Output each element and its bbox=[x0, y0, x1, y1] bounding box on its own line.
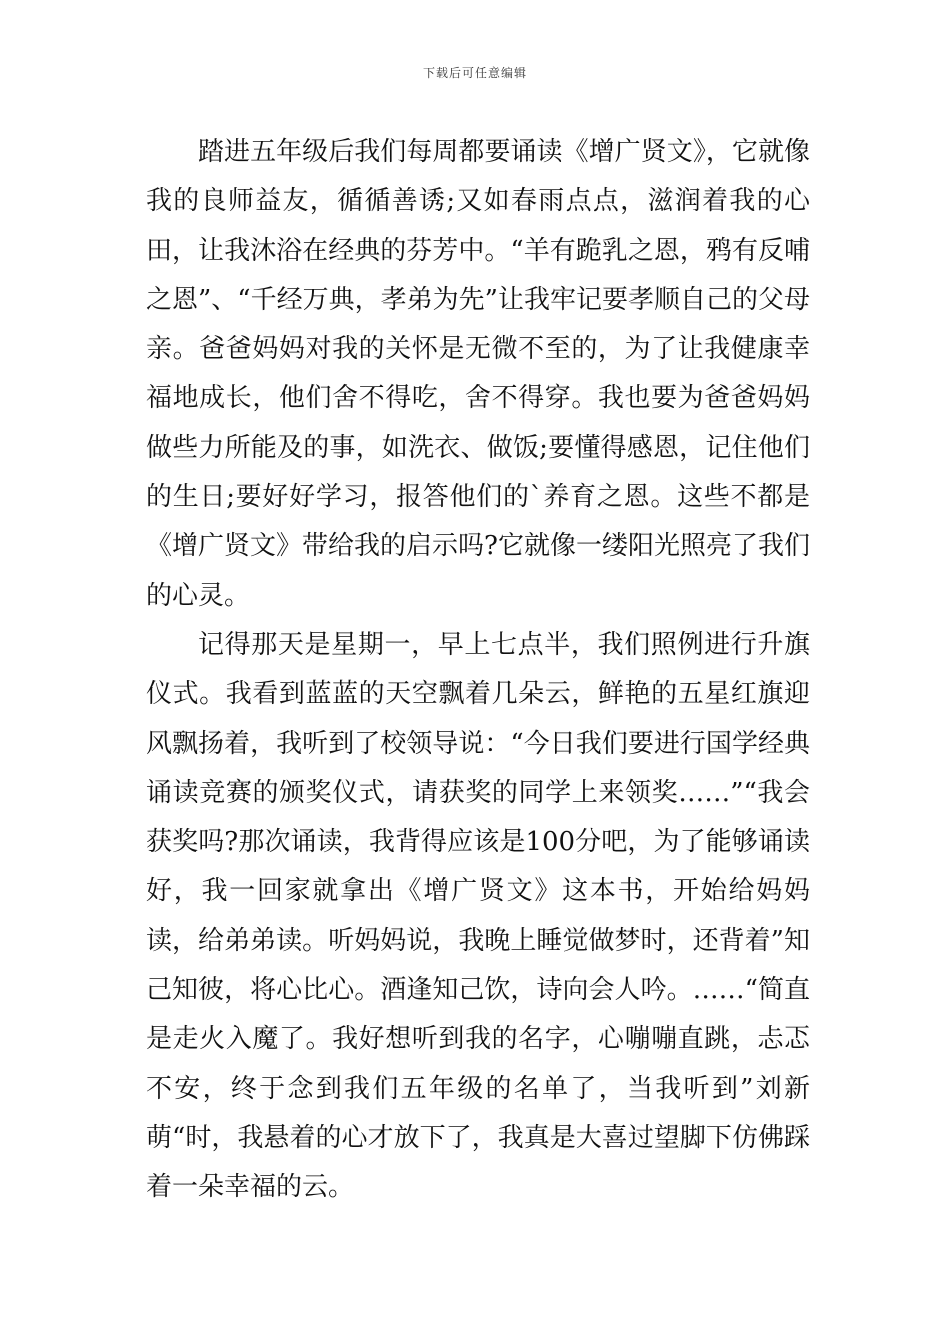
header-note: 下载后可任意编辑 bbox=[422, 66, 527, 80]
paragraph-2: 记得那天是星期一，早上七点半，我们照例进行升旗仪式。我看到蓝蓝的天空飘着几朵云，鲜艳的五星红旗迎风飘扬着，我听到了校领导说：“今日我们要进行国学经典诵读竞赛的颁奖仪式，请获奖的同学上来领奖……”“我会获奖吗?那次诵读，我背得应该是100分吧，为了能够诵读好，我一回家就拿出《增广贤文》这本书，开始给妈妈读，给弟弟读。听妈妈说，我晚上睡觉做梦时，还背着”知己知彼，将心比心。酒逢知己饮，诗向会人吟。……“简直是走火入魔了。我好想听到我的名字，心嘣嘣直跳，忐忑不安，终于念到我们五年级的名单了，当我听到”刘新萌“时，我悬着的心才放下了，我真是大喜过望脚下仿佛踩着一朵幸福的云。 bbox=[146, 629, 810, 1203]
document-body bbox=[146, 128, 810, 1213]
paragraph-1: 踏进五年级后我们每周都要诵读《增广贤文》，它就像我的良师益友，循循善诱;又如春雨点点，滋润着我的心田，让我沐浴在经典的芬芳中。“羊有跪乳之恩，鸦有反哺之恩”、“千经万典，孝弟为先”让我牢记要孝顺自己的父母亲。爸爸妈妈对我的关怀是无微不至的，为了让我健康幸福地成长，他们舍不得吃，舍不得穿。我也要为爸爸妈妈做些力所能及的事，如洗衣、做饭;要懂得感恩，记住他们的生日;要好好学习，报答他们的`养育之恩。这些不都是《增广贤文》带给我的启示吗?它就像一缕阳光照亮了我们的心灵。 bbox=[146, 137, 810, 611]
